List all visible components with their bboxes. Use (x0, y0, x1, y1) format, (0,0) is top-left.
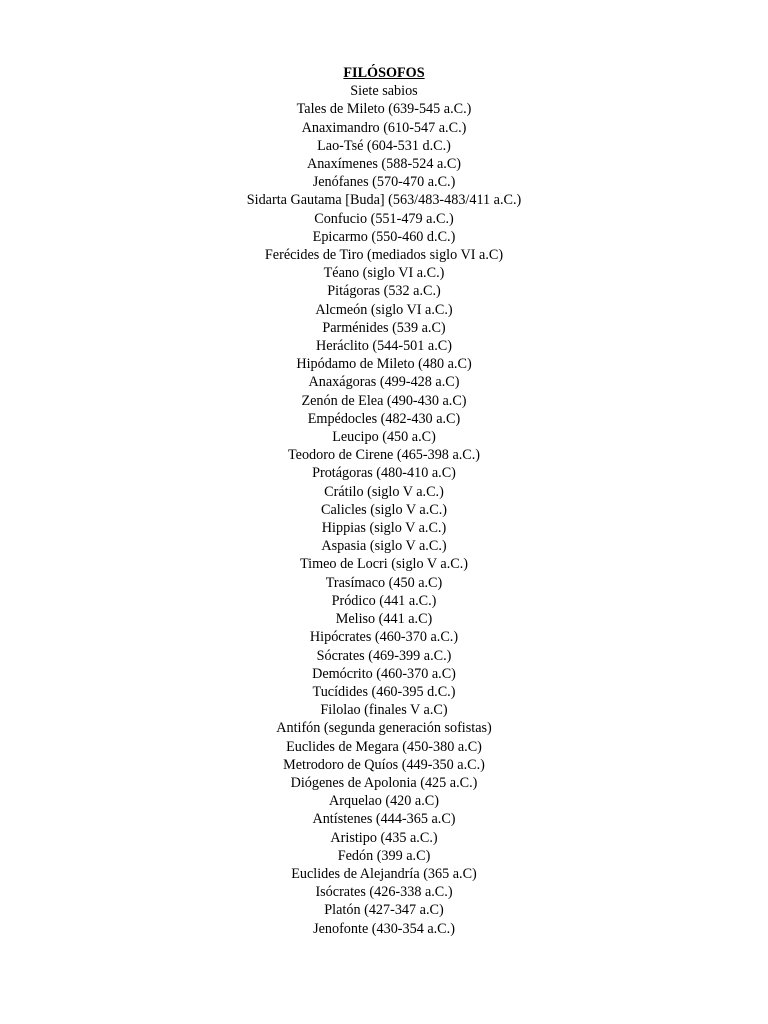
philosopher-entry: Jenófanes (570-470 a.C.) (312, 174, 456, 191)
philosopher-entry: Meliso (441 a.C) (335, 611, 433, 628)
philosopher-entry: Téano (siglo VI a.C.) (323, 265, 445, 282)
philosopher-entry: Zenón de Elea (490-430 a.C) (301, 392, 467, 409)
philosopher-entry: Jenofonte (430-354 a.C.) (313, 920, 455, 937)
document-subtitle: Siete sabios (350, 83, 418, 100)
philosopher-entry: Confucio (551-479 a.C.) (314, 210, 454, 227)
philosopher-entry: Protágoras (480-410 a.C) (312, 465, 456, 482)
philosopher-entry: Euclides de Megara (450-380 a.C) (286, 738, 482, 755)
philosopher-entry: Heráclito (544-501 a.C) (316, 338, 452, 355)
philosopher-entry: Teodoro de Cirene (465-398 a.C.) (287, 447, 481, 464)
document-page (0, 64, 768, 938)
philosopher-entry: Pitágoras (532 a.C.) (327, 283, 441, 300)
philosopher-entry: Trasímaco (450 a.C) (325, 574, 443, 591)
philosopher-entry: Aspasia (siglo V a.C.) (321, 538, 447, 555)
philosopher-entry: Alcmeón (siglo VI a.C.) (315, 301, 453, 318)
philosopher-entry: Demócrito (460-370 a.C) (312, 665, 456, 682)
philosopher-entry: Arquelao (420 a.C) (329, 793, 439, 810)
philosopher-entry: Pródico (441 a.C.) (331, 592, 437, 609)
philosopher-entry: Sidarta Gautama [Buda] (563/483-483/411 a.C.) (246, 192, 522, 209)
philosopher-entry: Hippias (siglo V a.C.) (321, 520, 447, 537)
philosopher-entry: Anaxímenes (588-524 a.C) (306, 156, 462, 173)
philosopher-entry: Isócrates (426-338 a.C.) (315, 884, 453, 901)
philosopher-entry: Diógenes de Apolonia (425 a.C.) (290, 774, 478, 791)
philosopher-entry: Anaximandro (610-547 a.C.) (301, 119, 467, 136)
philosopher-entry: Timeo de Locri (siglo V a.C.) (299, 556, 468, 573)
philosopher-entry: Aristipo (435 a.C.) (330, 829, 438, 846)
philosopher-entry: Lao-Tsé (604-531 d.C.) (317, 137, 451, 154)
philosopher-entry: Metrodoro de Quíos (449-350 a.C.) (283, 756, 485, 773)
philosopher-entry: Hipódamo de Mileto (480 a.C) (296, 356, 472, 373)
philosopher-entry: Parménides (539 a.C) (322, 319, 446, 336)
philosopher-entry: Leucipo (450 a.C) (332, 429, 436, 446)
philosopher-entry: Antístenes (444-365 a.C) (312, 811, 456, 828)
philosopher-entry: Sócrates (469-399 a.C.) (316, 647, 452, 664)
philosopher-entry: Ferécides de Tiro (mediados siglo VI a.C) (264, 247, 504, 264)
philosopher-entry: Calicles (siglo V a.C.) (321, 501, 447, 518)
philosopher-entry: Anaxágoras (499-428 a.C) (308, 374, 460, 391)
document-title: FILÓSOFOS (343, 65, 425, 81)
philosopher-list (0, 100, 768, 937)
philosopher-entry: Antifón (segunda generación sofistas) (276, 720, 492, 737)
philosopher-entry: Empédocles (482-430 a.C) (307, 410, 461, 427)
philosopher-entry: Epicarmo (550-460 d.C.) (312, 228, 456, 245)
philosopher-entry: Euclides de Alejandría (365 a.C) (291, 865, 477, 882)
philosopher-entry: Filolao (finales V a.C) (320, 702, 448, 719)
philosopher-entry: Tucídides (460-395 d.C.) (312, 683, 456, 700)
philosopher-entry: Fedón (399 a.C) (337, 847, 431, 864)
philosopher-entry: Crátilo (siglo V a.C.) (324, 483, 444, 500)
philosopher-entry: Platón (427-347 a.C) (324, 902, 444, 919)
philosopher-entry: Hipócrates (460-370 a.C.) (309, 629, 459, 646)
philosopher-entry: Tales de Mileto (639-545 a.C.) (296, 101, 472, 118)
